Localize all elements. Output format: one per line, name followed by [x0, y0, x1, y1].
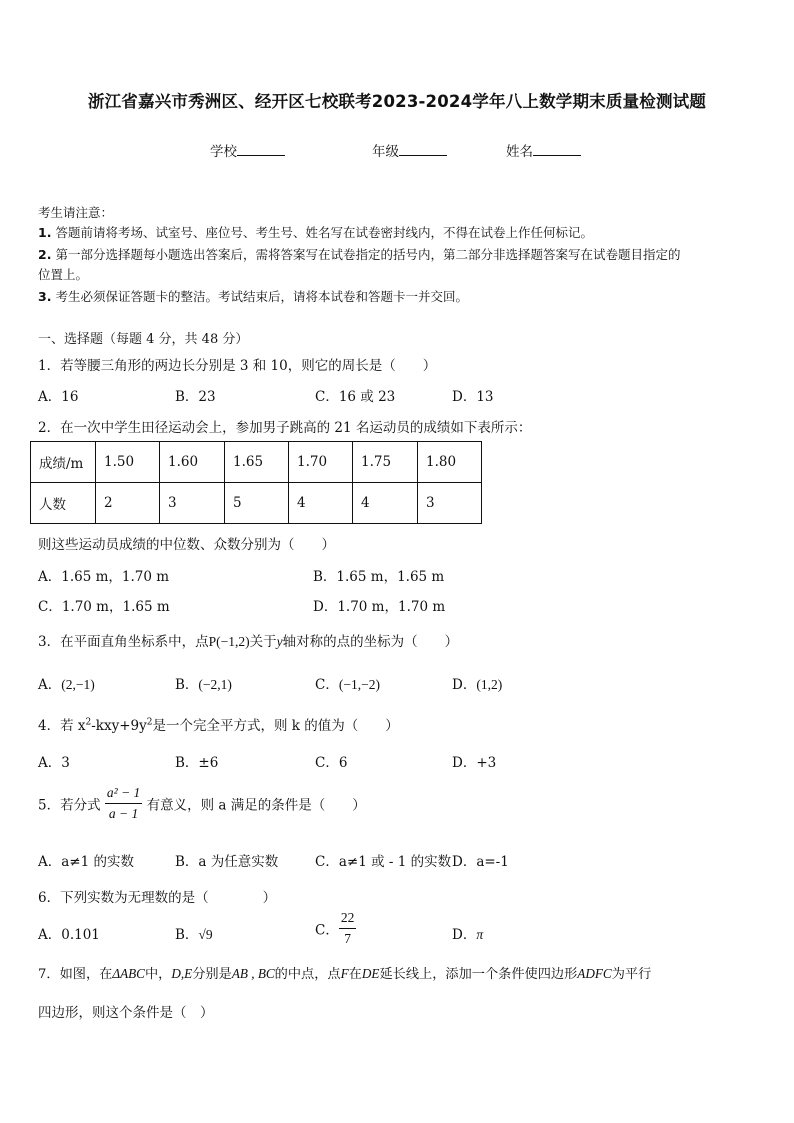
q2-option-b[interactable]: B．1.65 m，1.65 m [313, 569, 445, 585]
table-cell: 1.50 [96, 442, 160, 483]
q3-option-d[interactable]: D．(1,2) [452, 677, 503, 693]
name-blank[interactable] [533, 143, 581, 156]
question-7-stem-line-2: 四边形，则这个条件是（ ） [38, 1005, 214, 1021]
table-cell: 1.65 [225, 442, 289, 483]
q3-option-c[interactable]: C．(−1,−2) [315, 677, 380, 693]
q1-option-c[interactable]: C．16 或 23 [315, 389, 396, 405]
q5-fraction: $\frac{\text{a² − 1}}{a - 1}$ [106, 785, 141, 821]
question-4-stem: 4．若 $x^2-kxy+9y^2$是一个完全平方式，则 k 的值为（ ） [38, 717, 399, 734]
q3-option-b[interactable]: B．(−2,1) [175, 677, 232, 693]
q6-option-c[interactable]: C． $\frac{22}{7}$ [315, 910, 355, 946]
q6-option-b[interactable]: B．√9 [175, 927, 213, 943]
grade-label: 年级 [372, 144, 399, 160]
notice-item-2: 2. 第一部分选择题每小题选出答案后，需将答案写在试卷指定的括号内，第二部分非选择题答案写在试卷题目指定的 [38, 247, 681, 262]
q4-option-a[interactable]: A．3 [38, 755, 70, 771]
notice-heading: 考生请注意： [38, 205, 114, 220]
question-1-stem: 1．若等腰三角形的两边长分别是 3 和 10，则它的周长是（ ） [38, 358, 437, 374]
q6-option-a[interactable]: A．0.101 [38, 927, 100, 943]
q2-option-a[interactable]: A．1.65 m，1.70 m [38, 569, 170, 585]
table-cell: 4 [353, 483, 418, 524]
notice-item-3: 3. 考生必须保证答题卡的整洁。考试结束后，请将本试卷和答题卡一并交回。 [38, 289, 468, 304]
table-cell: 1.80 [418, 442, 482, 483]
table-cell: 4 [289, 483, 353, 524]
section-title: 一、选择题（每题 4 分，共 48 分） [38, 332, 249, 347]
table-cell: 5 [225, 483, 289, 524]
q5-option-a[interactable]: A．a≠1 的实数 [38, 854, 134, 870]
question-6-stem: 6．下列实数为无理数的是（ ） [38, 890, 277, 906]
school-label: 学校 [210, 144, 237, 160]
table-cell: 人数 [31, 483, 96, 524]
name-label: 姓名 [506, 144, 533, 160]
table-cell: 1.75 [353, 442, 418, 483]
table-cell: 成绩/m [31, 442, 96, 483]
page-title: 浙江省嘉兴市秀洲区、经开区七校联考2023-2024学年八上数学期末质量检测试题 [87, 92, 707, 111]
table-cell: 3 [418, 483, 482, 524]
table-cell: 1.60 [160, 442, 225, 483]
school-blank[interactable] [237, 143, 285, 156]
q5-option-c[interactable]: C．a≠1 或 - 1 的实数 [315, 854, 452, 870]
q4-option-c[interactable]: C．6 [315, 755, 348, 771]
table-cell: 2 [96, 483, 160, 524]
table-row [31, 483, 482, 524]
grade-field [372, 140, 447, 160]
q1-option-a[interactable]: A．16 [38, 389, 79, 405]
question-7-stem-line-1: 7．如图，在ΔABC中，D,E分别是AB , BC的中点，点F在DE延长线上，添加一个条件使四边形ADFC为平行 [38, 966, 652, 982]
q2-data-table [30, 441, 482, 524]
school-field [210, 140, 285, 160]
table-cell: 1.70 [289, 442, 353, 483]
q2-followup: 则这些运动员成绩的中位数、众数分别为（ ） [38, 537, 335, 553]
q6-option-d[interactable]: D．π [452, 927, 484, 943]
q3-option-a[interactable]: A．(2,−1) [38, 677, 95, 693]
question-2-stem: 2．在一次中学生田径运动会上，参加男子跳高的 21 名运动员的成绩如下表所示： [38, 420, 532, 436]
q5-option-d[interactable]: D．a=-1 [452, 854, 509, 870]
q1-option-b[interactable]: B．23 [175, 389, 216, 405]
q4-option-d[interactable]: D．+3 [452, 755, 497, 771]
q2-option-c[interactable]: C．1.70 m，1.65 m [38, 599, 170, 615]
grade-blank[interactable] [399, 143, 447, 156]
notice-item-1: 1. 答题前请将考场、试室号、座位号、考生号、姓名写在试卷密封线内，不得在试卷上作任何标记。 [38, 225, 593, 240]
table-row [31, 442, 482, 483]
q6-fraction: $\frac{22}{7}$ [340, 910, 355, 946]
name-field [506, 140, 581, 160]
question-3-stem: 3．在平面直角坐标系中，点P(−1,2)关于y轴对称的点的坐标为（ ） [38, 634, 459, 650]
q5-option-b[interactable]: B．a 为任意实数 [175, 854, 279, 870]
table-cell: 3 [160, 483, 225, 524]
question-5-stem: 5．若分式 $\frac{\text{a² − 1}}{a - 1}$ 有意义，则 a 满足的条件是（ ） [38, 785, 366, 821]
q4-option-b[interactable]: B．±6 [175, 755, 219, 771]
q2-option-d[interactable]: D．1.70 m，1.70 m [313, 599, 446, 615]
notice-item-2-cont: 位置上。 [38, 267, 89, 282]
q1-option-d[interactable]: D．13 [452, 389, 494, 405]
